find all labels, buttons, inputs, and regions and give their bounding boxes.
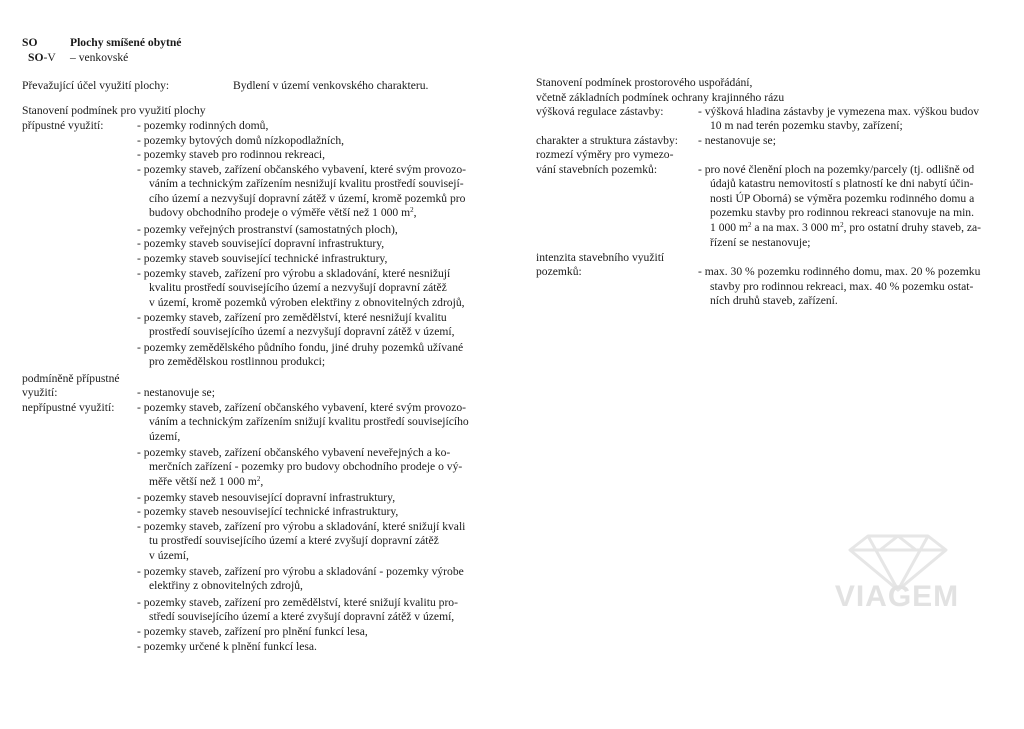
intensity-label: pozemků: (536, 265, 582, 278)
prohibited-line: - pozemky staveb nesouvisející technické infrastruktury, (137, 505, 399, 518)
purpose-label: Převažující účel využití plochy: (22, 79, 170, 92)
height-line: - výšková hladina zástavby je vymezena max. výškou budov (698, 105, 980, 118)
permitted-line: v území, kromě pozemků výroben elektřiny z obnovitelných zdrojů, (149, 296, 465, 309)
permitted-line: - pozemky zemědělského půdního fondu, jiné druhy pozemků užívané (137, 341, 464, 354)
prohibited-line: - pozemky staveb, zařízení pro plnění funkcí lesa, (137, 625, 368, 638)
plot-line: pozemku stavby pro rodinnou rekreaci stanovuje na min. (710, 206, 975, 219)
prohibited-line: tu prostředí souvisejícího území a které zvyšují dopravní zátěž (149, 534, 439, 547)
prohibited-line: merčních zařízení - pozemky pro budovy obchodního prodeje o vý- (149, 460, 463, 473)
prohibited-line: středí souvisejícího území a které zvyšují dopravní zátěž v území, (149, 610, 455, 623)
structure-value: - nestanovuje se; (698, 134, 776, 147)
section-code: SO (22, 36, 38, 49)
plot-line: údajů katastru nemovitostí s platností ke dni nabytí účin- (710, 177, 974, 190)
prohibited-line: měře větší než 1 000 $m^2$, (149, 475, 264, 488)
prohibited-line: v území, (149, 549, 189, 562)
permitted-line: cího území a nezvyšují dopravní zátěž v území, kromě pozemků pro (149, 192, 466, 205)
prohibited-line: - pozemky staveb, zařízení pro výrobu a skladování, které snižují kvali (137, 520, 466, 533)
height-label: výšková regulace zástavby: (536, 105, 664, 118)
prohibited-line: - pozemky staveb, zařízení pro výrobu a skladování - pozemky výrobe (137, 565, 464, 578)
spatial-heading: Stanovení podmínek prostorového uspořádání, (536, 76, 753, 89)
intensity-line: stavby pro rodinnou rekreaci, max. 40 % pozemku ostat- (710, 280, 974, 293)
permitted-line: - pozemky staveb, zařízení občanského vybavení, které svým provozo- (137, 163, 467, 176)
prohibited-line: - pozemky staveb, zařízení občanského vybavení, které svým provozo- (137, 401, 467, 414)
prohibited-line: území, (149, 430, 181, 443)
plot-label: vání stavebních pozemků: (536, 163, 658, 176)
permitted-line: budovy obchodního prodeje o výměře větší než 1 000 $m^2$, (149, 206, 417, 219)
conditional-value: - nestanovuje se; (137, 386, 215, 399)
section-title: Plochy smíšené obytné (70, 36, 182, 49)
plot-label: rozmezí výměry pro vymezo- (536, 148, 674, 161)
permitted-line: kvalitu prostředí souvisejícího území a nezvyšují dopravní zátěž (149, 281, 447, 294)
permitted-line: - pozemky staveb související technické infrastruktury, (137, 252, 388, 265)
permitted-line: pro zemědělskou rostlinnou produkci; (149, 355, 326, 368)
prohibited-label: nepřípustné využití: (22, 401, 115, 414)
structure-label: charakter a struktura zástavby: (536, 134, 678, 147)
permitted-label: přípustné využití: (22, 119, 104, 132)
prohibited-line: - pozemky staveb nesouvisející dopravní infrastruktury, (137, 491, 396, 504)
permitted-line: - pozemky rodinných domů, (137, 119, 269, 132)
height-line: 10 m nad terén pozemku stavby, zařízení; (710, 119, 903, 132)
prohibited-line: - pozemky určené k plnění funkcí lesa. (137, 640, 317, 653)
subsection-code: SO-V (28, 51, 56, 64)
spatial-heading: včetně základních podmínek ochrany krajinného rázu (536, 91, 785, 104)
purpose-value: Bydlení v území venkovského charakteru. (233, 79, 429, 92)
prohibited-line: - pozemky staveb, zařízení pro zemědělství, které snižují kvalitu pro- (137, 596, 458, 609)
intensity-line: - max. 30 % pozemku rodinného domu, max. 20 % pozemku (698, 265, 981, 278)
plot-line: - pro nové členění ploch na pozemky/parcely (tj. odlišně od (698, 163, 975, 176)
conditional-label: využití: (22, 386, 58, 399)
intensity-label: intenzita stavebního využití (536, 251, 665, 264)
permitted-line: - pozemky staveb pro rodinnou rekreaci, (137, 148, 326, 161)
prohibited-line: váním a technickým zařízením snižují kvalitu prostředí souvisejícího (149, 415, 469, 428)
permitted-line: - pozemky veřejných prostranství (samostatných ploch), (137, 223, 398, 236)
permitted-line: - pozemky staveb, zařízení pro výrobu a skladování, které nesnižují (137, 267, 451, 280)
plot-line: řízení se nestanovuje; (710, 236, 811, 249)
watermark-text: VIAGEM (834, 580, 960, 613)
prohibited-line: - pozemky staveb, zařízení občanského vybavení neveřejných a ko- (137, 446, 451, 459)
permitted-line: - pozemky staveb, zařízení pro zemědělství, které nesnižují kvalitu (137, 311, 447, 324)
conditional-label: podmíněně přípustné (22, 372, 120, 385)
plot-line: 1 000 $m^2$ a na max. 3 000 $m^2$, pro ostatní druhy staveb, za- (710, 221, 982, 234)
permitted-line: - pozemky bytových domů nízkopodlažních, (137, 134, 345, 147)
plot-line: nosti ÚP Oborná) se výměra pozemku rodinného domu a (710, 192, 975, 205)
permitted-line: prostředí souvisejícího území a nezvyšují dopravní zátěž v území, (149, 325, 455, 338)
prohibited-line: elektřiny z obnovitelných zdrojů, (149, 579, 303, 592)
permitted-line: váním a technickým zařízením nesnižují kvalitu prostředí souvisejí- (149, 177, 464, 190)
subsection-title: – venkovské (70, 51, 129, 64)
permitted-line: - pozemky staveb související dopravní infrastruktury, (137, 237, 385, 250)
conditions-heading: Stanovení podmínek pro využití plochy (22, 104, 206, 117)
intensity-line: ních druhů staveb, zařízení. (710, 294, 838, 307)
